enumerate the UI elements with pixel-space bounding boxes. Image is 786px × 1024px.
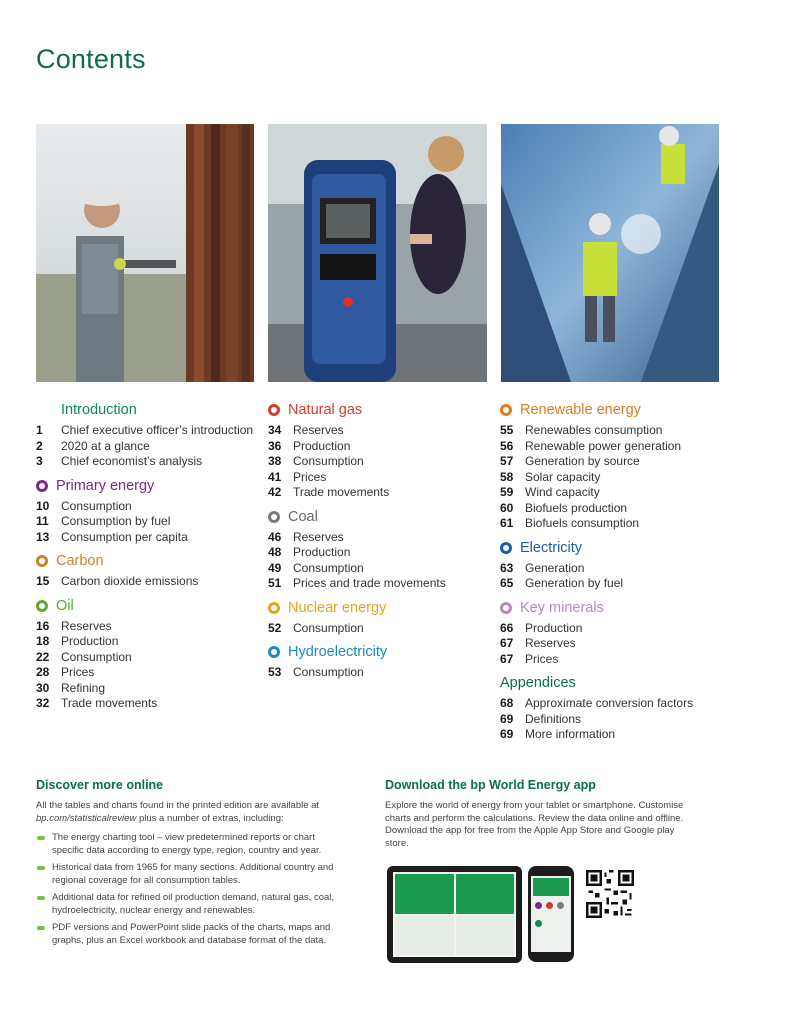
contents-column-3 xyxy=(500,400,730,749)
entry-label: Generation by source xyxy=(525,454,640,468)
page-number: 58 xyxy=(500,469,514,484)
entry-label: Reserves xyxy=(61,618,112,633)
section-title: Oil xyxy=(56,597,74,614)
entry-label: Consumption xyxy=(293,665,364,679)
entry-label: Approximate conversion factors xyxy=(525,696,694,710)
renewable-icon xyxy=(500,404,512,416)
toc-entry[interactable] xyxy=(36,681,266,697)
toc-entry[interactable] xyxy=(36,530,266,546)
app-dot xyxy=(535,920,542,927)
entry-label: Production xyxy=(525,620,583,635)
toc-entry[interactable] xyxy=(268,621,498,637)
app-tile xyxy=(456,916,515,956)
entry-label: Consumption xyxy=(293,454,364,468)
section-heading[interactable] xyxy=(36,400,266,420)
entry-label: Prices xyxy=(61,665,95,679)
entry-label: Trade movements xyxy=(293,485,390,499)
entry-label: Production xyxy=(293,545,351,559)
discover-intro: All the tables and charts found in the printed edition are available at bp.com/statisticalreview plus a number of extras, including: xyxy=(36,800,320,824)
page-number: 1 xyxy=(36,423,43,437)
section-oil xyxy=(36,596,266,712)
page-number: 22 xyxy=(36,649,50,664)
section-appendices xyxy=(500,673,730,743)
page-number: 65 xyxy=(500,576,514,590)
download-app xyxy=(385,778,685,850)
phone-app-image xyxy=(528,866,574,962)
toc-entry[interactable] xyxy=(36,634,266,650)
tablet-app-image xyxy=(387,866,522,963)
section-title: Electricity xyxy=(520,539,583,556)
toc-entry[interactable] xyxy=(268,561,498,577)
toc-entry[interactable] xyxy=(268,665,498,681)
toc-entry[interactable] xyxy=(36,454,266,470)
page-number: 57 xyxy=(500,454,514,468)
page-number: 36 xyxy=(268,438,282,453)
toc-entry[interactable] xyxy=(36,439,266,455)
section-heading[interactable] xyxy=(500,538,730,558)
section-heading[interactable] xyxy=(268,400,498,420)
app-dot xyxy=(557,902,564,909)
app-title: Download the bp World Energy app xyxy=(385,778,596,792)
section-title: Renewable energy xyxy=(520,402,641,418)
page-number: 18 xyxy=(36,634,50,648)
page-number: 2 xyxy=(36,438,43,453)
app-text: Explore the world of energy from your tablet or smartphone. Customise charts and perform the calculations. Review the data online and offline. Download the app for free from the Apple App Store and Google play store. xyxy=(385,800,684,849)
entry-label: Renewable power generation xyxy=(525,438,682,453)
solar-panels-photo xyxy=(501,124,719,382)
page-number: 60 xyxy=(500,500,514,515)
page-number: 3 xyxy=(36,454,43,468)
toc-entry[interactable] xyxy=(500,485,730,501)
toc-entry[interactable] xyxy=(500,636,730,652)
entry-label: Prices xyxy=(293,469,327,484)
statistical-review-link[interactable]: bp.com/statisticalreview xyxy=(36,812,137,824)
page-number: 66 xyxy=(500,620,514,635)
section-title: Introduction xyxy=(61,402,137,418)
nuclear-icon xyxy=(268,602,280,614)
page-number: 15 xyxy=(36,574,50,588)
toc-entry[interactable] xyxy=(36,696,266,712)
app-dot xyxy=(546,902,553,909)
primary-energy-icon xyxy=(36,480,48,492)
toc-entry[interactable] xyxy=(268,470,498,486)
key-minerals-icon xyxy=(500,602,512,614)
toc-entry[interactable] xyxy=(268,545,498,561)
page-title: Contents xyxy=(36,44,146,74)
page-number: 41 xyxy=(268,469,282,484)
electricity-icon xyxy=(500,542,512,554)
oil-icon xyxy=(36,600,48,612)
oil-worker-photo xyxy=(36,124,254,382)
entry-label: Generation xyxy=(525,560,585,575)
discover-bullet: Historical data from 1965 for many sections. Additional country and regional coverage for all consumption tables. xyxy=(36,862,336,887)
toc-entry[interactable] xyxy=(500,727,730,743)
entry-label: Definitions xyxy=(525,711,582,726)
toc-entry[interactable] xyxy=(268,485,498,501)
page-number: 13 xyxy=(36,529,50,544)
section-nuclear-energy xyxy=(268,598,498,637)
ev-charger-photo xyxy=(268,124,487,382)
entry-label: Solar capacity xyxy=(525,469,601,484)
page-number: 30 xyxy=(36,680,50,695)
section-heading[interactable] xyxy=(268,642,498,662)
toc-entry[interactable] xyxy=(36,514,266,530)
entry-label: More information xyxy=(525,727,616,741)
page-number: 16 xyxy=(36,618,50,633)
page-number: 51 xyxy=(268,576,282,590)
carbon-icon xyxy=(36,555,48,567)
entry-label: Reserves xyxy=(293,529,344,544)
natural-gas-icon xyxy=(268,404,280,416)
toc-entry[interactable] xyxy=(268,439,498,455)
entry-label: Production xyxy=(61,634,119,648)
toc-entry[interactable] xyxy=(268,454,498,470)
section-title: Key minerals xyxy=(520,599,604,616)
toc-entry[interactable] xyxy=(500,423,730,439)
section-renewable-energy xyxy=(500,400,730,532)
entry-label: Chief executive officer’s introduction xyxy=(61,423,254,437)
page-number: 48 xyxy=(268,545,282,559)
entry-label: Reserves xyxy=(293,423,344,437)
coal-icon xyxy=(268,511,280,523)
toc-entry[interactable] xyxy=(500,652,730,668)
section-heading[interactable] xyxy=(268,507,498,527)
section-title: Coal xyxy=(288,508,318,525)
page-number: 38 xyxy=(268,454,282,468)
section-electricity xyxy=(500,538,730,592)
app-dot xyxy=(535,902,542,909)
section-hydroelectricity xyxy=(268,642,498,681)
toc-entry[interactable] xyxy=(268,530,498,546)
page-number: 11 xyxy=(36,514,49,528)
section-key-minerals xyxy=(500,598,730,668)
section-heading[interactable] xyxy=(500,598,730,618)
toc-entry[interactable] xyxy=(500,712,730,728)
contents-column-2 xyxy=(268,400,498,687)
section-title: Appendices xyxy=(500,675,576,691)
discover-bullet: The energy charting tool – view predetermined reports or chart specific data according to energy type, region, country and year. xyxy=(36,832,336,857)
page-number: 63 xyxy=(500,560,514,575)
toc-entry[interactable] xyxy=(36,423,266,439)
section-natural-gas xyxy=(268,400,498,501)
entry-label: Consumption xyxy=(61,649,132,664)
section-heading[interactable] xyxy=(268,598,498,618)
discover-more-online xyxy=(36,778,336,952)
page-number: 32 xyxy=(36,696,50,710)
section-heading[interactable] xyxy=(500,673,730,693)
page-number: 52 xyxy=(268,620,282,635)
app-tile xyxy=(395,874,454,914)
qr-code[interactable] xyxy=(586,870,634,918)
entry-label: Biofuels production xyxy=(525,500,628,515)
page-number: 49 xyxy=(268,560,282,575)
contents-column-1 xyxy=(36,400,266,718)
section-title: Carbon xyxy=(56,553,104,569)
section-title: Natural gas xyxy=(288,402,363,418)
app-tile xyxy=(395,916,454,956)
entry-label: Consumption xyxy=(293,620,364,635)
hydro-icon xyxy=(268,646,280,658)
section-heading[interactable] xyxy=(500,400,730,420)
entry-label: Trade movements xyxy=(61,696,158,710)
discover-bullets xyxy=(36,832,336,947)
page-number: 68 xyxy=(500,696,514,710)
page-number: 34 xyxy=(268,423,282,437)
entry-label: 2020 at a glance xyxy=(61,438,150,453)
toc-entry[interactable] xyxy=(500,561,730,577)
entry-label: Reserves xyxy=(525,636,576,650)
page-number: 69 xyxy=(500,711,514,726)
app-tile xyxy=(456,874,515,914)
discover-bullet: Additional data for refined oil production demand, natural gas, coal, hydroelectricity, nuclear energy and renewables. xyxy=(36,892,336,917)
page-number: 55 xyxy=(500,423,514,437)
toc-entry[interactable] xyxy=(36,499,266,515)
entry-label: Prices xyxy=(525,651,559,666)
toc-entry[interactable] xyxy=(500,621,730,637)
entry-label: Renewables consumption xyxy=(525,423,663,437)
toc-entry[interactable] xyxy=(500,576,730,592)
toc-entry[interactable] xyxy=(36,650,266,666)
entry-label: Carbon dioxide emissions xyxy=(61,574,199,588)
entry-label: Consumption xyxy=(293,560,364,575)
toc-entry[interactable] xyxy=(268,576,498,592)
page-number: 59 xyxy=(500,485,514,499)
discover-bullet: PDF versions and PowerPoint slide packs of the charts, maps and graphs, plus an Excel workbook and database format of the data. xyxy=(36,922,336,947)
entry-label: Prices and trade movements xyxy=(293,576,446,590)
page-number: 53 xyxy=(268,665,282,679)
entry-label: Production xyxy=(293,438,351,453)
toc-entry[interactable] xyxy=(36,619,266,635)
toc-entry[interactable] xyxy=(500,516,730,532)
page-number: 61 xyxy=(500,516,514,530)
section-heading[interactable] xyxy=(36,551,266,571)
page-number: 67 xyxy=(500,636,514,650)
page-number: 69 xyxy=(500,727,514,741)
page-number: 42 xyxy=(268,485,282,499)
toc-entry[interactable] xyxy=(500,470,730,486)
page-number: 46 xyxy=(268,529,282,544)
discover-title: Discover more online xyxy=(36,778,164,792)
page-number: 56 xyxy=(500,438,514,453)
section-carbon xyxy=(36,551,266,590)
toc-entry[interactable] xyxy=(500,501,730,517)
entry-label: Generation by fuel xyxy=(525,576,624,590)
entry-label: Biofuels consumption xyxy=(525,516,640,530)
page-number: 67 xyxy=(500,651,514,666)
entry-label: Consumption per capita xyxy=(61,529,188,544)
section-introduction xyxy=(36,400,266,470)
section-heading[interactable] xyxy=(36,476,266,496)
entry-label: Chief economist’s analysis xyxy=(61,454,203,468)
toc-entry[interactable] xyxy=(500,454,730,470)
app-header-bar xyxy=(533,878,569,896)
section-primary-energy xyxy=(36,476,266,546)
section-title: Primary energy xyxy=(56,477,155,494)
entry-label: Consumption by fuel xyxy=(61,514,171,528)
section-coal xyxy=(268,507,498,592)
section-title: Hydroelectricity xyxy=(288,644,388,660)
toc-entry[interactable] xyxy=(36,574,266,590)
entry-label: Wind capacity xyxy=(525,485,600,499)
section-title: Nuclear energy xyxy=(288,599,387,616)
page-number: 28 xyxy=(36,665,50,679)
toc-entry[interactable] xyxy=(268,423,498,439)
entry-label: Refining xyxy=(61,680,106,695)
toc-entry[interactable] xyxy=(36,665,266,681)
toc-entry[interactable] xyxy=(500,439,730,455)
page-number: 10 xyxy=(36,498,50,513)
section-heading[interactable] xyxy=(36,596,266,616)
toc-entry[interactable] xyxy=(500,696,730,712)
entry-label: Consumption xyxy=(61,498,132,513)
